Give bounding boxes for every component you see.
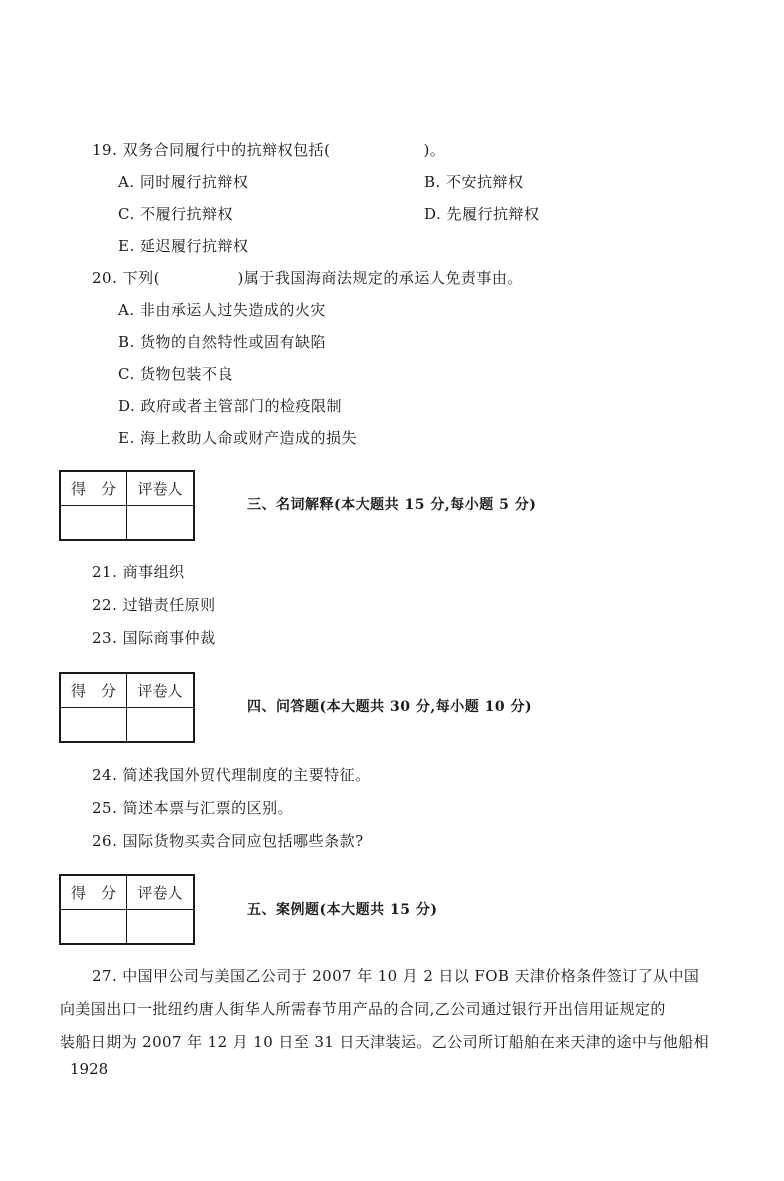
section5-score-box — [59, 874, 195, 945]
section3-score-box — [59, 470, 195, 541]
score-label: 得 分 — [60, 875, 127, 910]
q20-option-b: B. 货物的自然特性或固有缺陷 — [118, 333, 327, 351]
score-label: 得 分 — [60, 471, 127, 506]
score-label: 得 分 — [60, 673, 127, 708]
q19-option-c: C. 不履行抗辩权 — [118, 205, 233, 223]
q19-option-b: B. 不安抗辩权 — [424, 173, 524, 191]
score-cell — [60, 910, 127, 945]
grader-label: 评卷人 — [127, 673, 195, 708]
q20-option-c: C. 货物包装不良 — [118, 365, 233, 383]
section4-item-26: 26. 国际货物买卖合同应包括哪些条款? — [92, 832, 364, 850]
section3-item-21: 21. 商事组织 — [92, 563, 185, 581]
section4-title: 四、问答题(本大题共 30 分,每小题 10 分) — [247, 699, 533, 715]
section4-score-box — [59, 672, 195, 743]
q20-option-a: A. 非由承运人过失造成的火灾 — [118, 301, 326, 319]
grader-label: 评卷人 — [127, 875, 195, 910]
section3-item-23: 23. 国际商事仲裁 — [92, 629, 216, 647]
q19-option-e: E. 延迟履行抗辩权 — [118, 237, 249, 255]
q20-stem: 20. 下列( )属于我国海商法规定的承运人免责事由。 — [92, 269, 523, 287]
grader-label: 评卷人 — [127, 471, 195, 506]
q20-option-d: D. 政府或者主管部门的检疫限制 — [118, 397, 343, 415]
section3-item-22: 22. 过错责任原则 — [92, 596, 216, 614]
q19-stem: 19. 双务合同履行中的抗辩权包括( )。 — [92, 141, 446, 159]
case-line-2: 向美国出口一批纽约唐人街华人所需春节用产品的合同,乙公司通过银行开出信用证规定的 — [60, 1000, 666, 1018]
q19-option-d: D. 先履行抗辩权 — [424, 205, 540, 223]
q19-option-a: A. 同时履行抗辩权 — [118, 173, 249, 191]
grader-cell — [127, 910, 195, 945]
grader-cell — [127, 506, 195, 541]
section4-item-25: 25. 简述本票与汇票的区别。 — [92, 799, 294, 817]
case-line-1: 27. 中国甲公司与美国乙公司于 2007 年 10 月 2 日以 FOB 天津价格条件签订了从中国 — [92, 967, 700, 985]
page-number: 1928 — [70, 1060, 109, 1078]
case-line-3: 装船日期为 2007 年 12 月 10 日至 31 日天津装运。乙公司所订船舶在来天津的途中与他船相 — [60, 1033, 709, 1051]
section5-title: 五、案例题(本大题共 15 分) — [247, 902, 438, 918]
grader-cell — [127, 708, 195, 743]
section3-title: 三、名词解释(本大题共 15 分,每小题 5 分) — [247, 497, 537, 513]
score-cell — [60, 708, 127, 743]
score-cell — [60, 506, 127, 541]
q20-option-e: E. 海上救助人命或财产造成的损失 — [118, 429, 357, 447]
section4-item-24: 24. 简述我国外贸代理制度的主要特征。 — [92, 766, 371, 784]
